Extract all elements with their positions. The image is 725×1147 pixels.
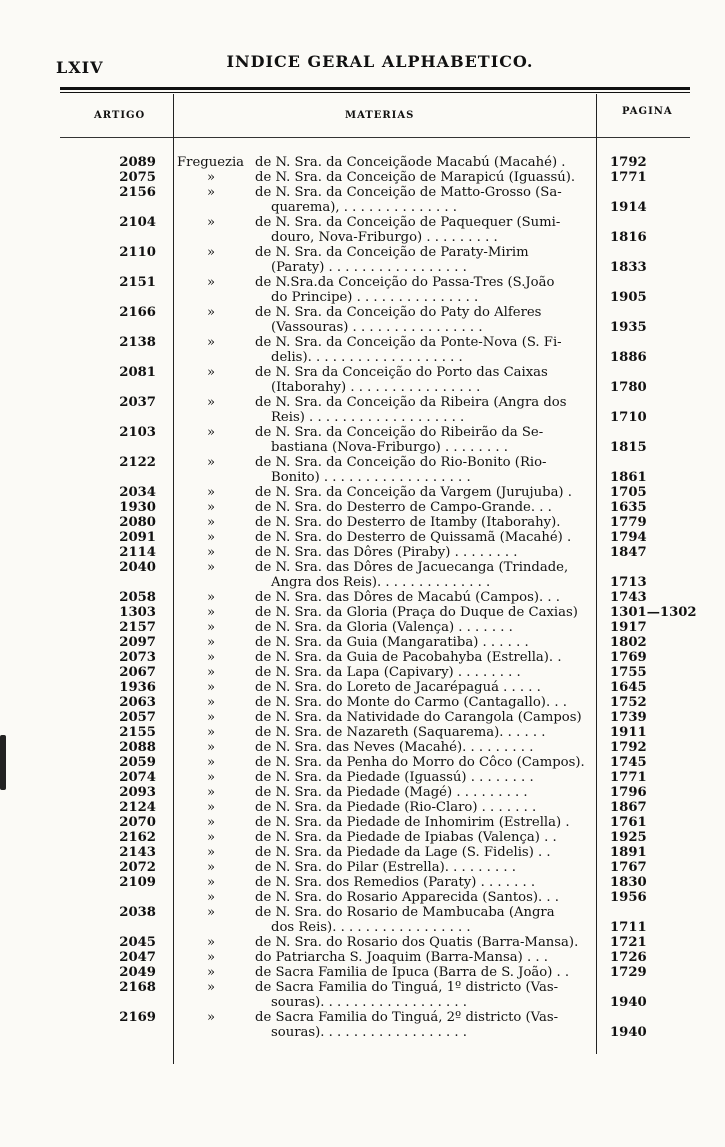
entry-subject-continuation: dos Reis). . . . . . . . . . . . . . . . . [271, 920, 471, 935]
ditto-mark: » [206, 845, 216, 860]
ditto-mark: » [206, 335, 216, 350]
running-title: INDICE GERAL ALPHABETICO. [226, 52, 534, 71]
index-entry [0, 890, 725, 905]
entry-article-number: 2075 [119, 170, 156, 185]
entry-article-number: 2089 [119, 155, 156, 170]
entry-article-number: 2081 [119, 365, 156, 380]
ditto-mark: » [206, 875, 216, 890]
entry-subject: de N. Sra. do Pilar (Estrella). . . . . . . . . [255, 860, 516, 875]
index-entry [0, 635, 725, 650]
ditto-mark: » [206, 635, 216, 650]
ditto-mark: » [206, 245, 216, 260]
index-entry [0, 770, 725, 785]
entry-article-number: 2151 [119, 275, 156, 290]
ditto-mark: » [206, 605, 216, 620]
entry-article-number: 2070 [119, 815, 156, 830]
ditto-mark: » [206, 365, 216, 380]
entry-subject: de N. Sra. do Desterro de Quissamã (Macahé) . [255, 530, 572, 545]
ditto-mark: » [206, 710, 216, 725]
entry-article-number: 2059 [119, 755, 156, 770]
index-entry [0, 830, 725, 845]
index-entry [0, 335, 725, 365]
index-entry [0, 755, 725, 770]
index-entry [0, 815, 725, 830]
entry-subject: de Sacra Familia do Tinguá, 2º districto (Vas- [255, 1010, 559, 1025]
ditto-mark: » [206, 905, 216, 920]
entry-subject-continuation: quarema), . . . . . . . . . . . . . . [271, 200, 457, 215]
ditto-mark: » [206, 890, 216, 905]
binding-mark [0, 735, 6, 790]
ditto-mark: » [206, 755, 216, 770]
entry-page: 1635 [610, 500, 647, 515]
entry-article-number: 2103 [119, 425, 156, 440]
ditto-mark: » [206, 545, 216, 560]
entry-article-number: 2045 [119, 935, 156, 950]
entry-page: 1891 [610, 845, 647, 860]
entry-page: 1861 [610, 470, 647, 485]
index-entry [0, 365, 725, 395]
entry-subject: de N. Sra. da Lapa (Capivary) . . . . . . . . [255, 665, 521, 680]
page-number: LXIV [56, 58, 104, 77]
index-entry [0, 695, 725, 710]
index-entry [0, 950, 725, 965]
top-rule-thin [60, 92, 690, 93]
entry-subject-continuation: douro, Nova-Friburgo) . . . . . . . . . [271, 230, 498, 245]
entry-page: 1956 [610, 890, 647, 905]
ditto-mark: » [206, 530, 216, 545]
index-entry [0, 650, 725, 665]
entry-page: 1833 [610, 260, 647, 275]
entry-page: 1739 [610, 710, 647, 725]
entry-subject: de N. Sra. da Piedade da Lage (S. Fidelis) . . [255, 845, 551, 860]
ditto-mark: » [206, 935, 216, 950]
entry-article-number: 2073 [119, 650, 156, 665]
index-entry [0, 800, 725, 815]
entry-page: 1886 [610, 350, 647, 365]
entry-subject: de N. Sra. do Monte do Carmo (Cantagallo). . . [255, 695, 567, 710]
entry-page: 1771 [610, 770, 647, 785]
entry-page: 1711 [610, 920, 647, 935]
entry-subject: de N. Sra. da Conceição de Marapicú (Iguassú). [255, 170, 576, 185]
entry-subject: de N. Sra. das Dôres de Macabú (Campos). . . [255, 590, 560, 605]
entry-subject: de N. Sra. da Piedade de Inhomirim (Estrella) . [255, 815, 570, 830]
entry-subject: de N. Sra. da Conceição do Ribeirão da Se- [255, 425, 544, 440]
entry-page: 1792 [610, 155, 647, 170]
index-entry [0, 1010, 725, 1040]
entry-page: 1301—1302 [610, 605, 697, 620]
ditto-mark: » [206, 725, 216, 740]
entry-subject: de N. Sra. da Conceição do Paty do Alferes [255, 305, 542, 320]
entry-page: 1940 [610, 995, 647, 1010]
entry-lead-word: Freguezia [177, 155, 245, 170]
entry-subject: de N. Sra. da Piedade (Rio-Claro) . . . . . . . [255, 800, 537, 815]
index-entry [0, 680, 725, 695]
entry-subject: de N. Sra. da Piedade de Ipiabas (Valença) . . [255, 830, 557, 845]
ditto-mark: » [206, 275, 216, 290]
entry-article-number: 2037 [119, 395, 156, 410]
ditto-mark: » [206, 485, 216, 500]
entry-subject: de N. Sra. das Dôres (Piraby) . . . . . . . . [255, 545, 518, 560]
index-entry [0, 500, 725, 515]
entry-article-number: 2155 [119, 725, 156, 740]
entry-article-number: 2168 [119, 980, 156, 995]
entry-subject: de N. Sra. da Conceição da Vargem (Jurujuba) . [255, 485, 572, 500]
entry-subject-continuation: do Principe) . . . . . . . . . . . . . . . [271, 290, 479, 305]
index-entry [0, 515, 725, 530]
entry-article-number: 1930 [119, 500, 156, 515]
entry-subject: de N. Sra. do Rosario dos Quatis (Barra-Mansa). [255, 935, 579, 950]
ditto-mark: » [206, 800, 216, 815]
entry-subject: de N. Sra. do Desterro de Itamby (Itaborahy). [255, 515, 561, 530]
ditto-mark: » [206, 1010, 216, 1025]
ditto-mark: » [206, 305, 216, 320]
entry-subject-continuation: bastiana (Nova-Friburgo) . . . . . . . . [271, 440, 508, 455]
ditto-mark: » [206, 860, 216, 875]
entry-subject: de N. Sra. do Loreto de Jacarépaguá . . . . . [255, 680, 541, 695]
entry-article-number: 2104 [119, 215, 156, 230]
entry-subject: de N. Sra. da Piedade (Magé) . . . . . . . . . [255, 785, 528, 800]
entry-page: 1792 [610, 740, 647, 755]
entry-subject-continuation: Bonito) . . . . . . . . . . . . . . . . . . [271, 470, 471, 485]
entry-page: 1726 [610, 950, 647, 965]
entry-subject: de N. Sra. do Rosario Apparecida (Santos). . . [255, 890, 559, 905]
entry-subject: de N. Sra. da Gloria (Praça do Duque de Caxias) [255, 605, 578, 620]
entry-article-number: 2058 [119, 590, 156, 605]
entry-article-number: 2156 [119, 185, 156, 200]
index-entry [0, 275, 725, 305]
column-header-materias: MATERIAS [345, 110, 415, 121]
entry-article-number: 2114 [119, 545, 156, 560]
entry-page: 1767 [610, 860, 647, 875]
entry-subject: de N. Sra. da Gloria (Valença) . . . . . . . [255, 620, 513, 635]
entry-page: 1796 [610, 785, 647, 800]
entry-page: 1940 [610, 1025, 647, 1040]
entry-subject-continuation: Angra dos Reis). . . . . . . . . . . . . . [271, 575, 491, 590]
entry-article-number: 2063 [119, 695, 156, 710]
entry-page: 1815 [610, 440, 647, 455]
index-entry [0, 875, 725, 890]
ditto-mark: » [206, 515, 216, 530]
ditto-mark: » [206, 620, 216, 635]
entry-subject-continuation: delis). . . . . . . . . . . . . . . . . . . [271, 350, 463, 365]
ditto-mark: » [206, 590, 216, 605]
entry-subject: de N. Sra. das Dôres de Jacuecanga (Trindade, [255, 560, 569, 575]
ditto-mark: » [206, 680, 216, 695]
ditto-mark: » [206, 740, 216, 755]
entry-page: 1645 [610, 680, 647, 695]
entry-page: 1705 [610, 485, 647, 500]
index-entry [0, 545, 725, 560]
entry-subject-continuation: (Itaborahy) . . . . . . . . . . . . . . . . [271, 380, 481, 395]
entry-subject-continuation: (Vassouras) . . . . . . . . . . . . . . . . [271, 320, 483, 335]
ditto-mark: » [206, 830, 216, 845]
ditto-mark: » [206, 980, 216, 995]
ditto-mark: » [206, 815, 216, 830]
entry-article-number: 2034 [119, 485, 156, 500]
entry-page: 1752 [610, 695, 647, 710]
index-entry [0, 485, 725, 500]
index-entry [0, 305, 725, 335]
index-entry [0, 860, 725, 875]
ditto-mark: » [206, 695, 216, 710]
entry-page: 1802 [610, 635, 647, 650]
entry-page: 1830 [610, 875, 647, 890]
entry-page: 1771 [610, 170, 647, 185]
ditto-mark: » [206, 395, 216, 410]
ditto-mark: » [206, 950, 216, 965]
entry-subject: de N. Sra. das Neves (Macahé). . . . . . . . . [255, 740, 534, 755]
entry-article-number: 2038 [119, 905, 156, 920]
entry-page: 1847 [610, 545, 647, 560]
top-rule [60, 87, 690, 90]
entry-subject: de N. Sra. da Penha do Morro do Côco (Campos). [255, 755, 585, 770]
ditto-mark: » [206, 500, 216, 515]
entry-page: 1769 [610, 650, 647, 665]
column-header-artigo: ARTIGO [94, 110, 146, 121]
entry-page: 1713 [610, 575, 647, 590]
index-entry [0, 560, 725, 590]
entry-page: 1925 [610, 830, 647, 845]
ditto-mark: » [206, 665, 216, 680]
index-entry [0, 215, 725, 245]
ditto-mark: » [206, 455, 216, 470]
entry-page: 1755 [610, 665, 647, 680]
entry-subject: de N. Sra. de Nazareth (Saquarema). . . . . . [255, 725, 546, 740]
index-entry [0, 590, 725, 605]
index-entry [0, 980, 725, 1010]
entry-article-number: 2169 [119, 1010, 156, 1025]
column-header-pagina: PAGINA [622, 106, 673, 117]
entry-article-number: 2072 [119, 860, 156, 875]
ditto-mark: » [206, 770, 216, 785]
index-entry [0, 665, 725, 680]
index-entry [0, 965, 725, 980]
entry-subject: de N. Sra. da Natividade do Carangola (Campos) [255, 710, 582, 725]
ditto-mark: » [206, 560, 216, 575]
index-entry [0, 395, 725, 425]
index-entry [0, 620, 725, 635]
index-entry [0, 185, 725, 215]
entry-subject: de N. Sra. dos Remedios (Paraty) . . . . . . . [255, 875, 536, 890]
entry-page: 1917 [610, 620, 647, 635]
entry-page: 1914 [610, 200, 647, 215]
entry-page: 1743 [610, 590, 647, 605]
entry-page: 1779 [610, 515, 647, 530]
entry-subject: de Sacra Familia do Tinguá, 1º districto (Vas- [255, 980, 559, 995]
entry-subject: de N. Sra. da Conceição de Matto-Grosso (Sa- [255, 185, 562, 200]
index-entry [0, 455, 725, 485]
index-entry [0, 170, 725, 185]
entry-page: 1911 [610, 725, 647, 740]
index-entry [0, 905, 725, 935]
entry-subject: de N. Sra. da Piedade (Iguassú) . . . . . . . . [255, 770, 534, 785]
index-entry [0, 935, 725, 950]
ditto-mark: » [206, 785, 216, 800]
ditto-mark: » [206, 215, 216, 230]
index-entry [0, 785, 725, 800]
entry-article-number: 2040 [119, 560, 156, 575]
entry-article-number: 2166 [119, 305, 156, 320]
index-entry [0, 425, 725, 455]
entry-subject: de N.Sra.da Conceição do Passa-Tres (S.João [255, 275, 555, 290]
entry-subject: de N. Sra. do Rosario de Mambucaba (Angra [255, 905, 555, 920]
entry-subject: de N. Sra da Conceição do Porto das Caixas [255, 365, 548, 380]
index-entry [0, 155, 725, 170]
entry-page: 1905 [610, 290, 647, 305]
entry-article-number: 2091 [119, 530, 156, 545]
entry-page: 1794 [610, 530, 647, 545]
entry-article-number: 2138 [119, 335, 156, 350]
entry-page: 1721 [610, 935, 647, 950]
entry-page: 1935 [610, 320, 647, 335]
ditto-mark: » [206, 965, 216, 980]
entry-article-number: 2093 [119, 785, 156, 800]
index-entry [0, 710, 725, 725]
entry-article-number: 2157 [119, 620, 156, 635]
entry-page: 1761 [610, 815, 647, 830]
entry-article-number: 2110 [119, 245, 156, 260]
entry-article-number: 2049 [119, 965, 156, 980]
entry-article-number: 2143 [119, 845, 156, 860]
entry-page: 1729 [610, 965, 647, 980]
entry-article-number: 2074 [119, 770, 156, 785]
entry-article-number: 2097 [119, 635, 156, 650]
index-entry [0, 605, 725, 620]
entry-page: 1710 [610, 410, 647, 425]
entry-subject: de N. Sra. da Conceição da Ponte-Nova (S. Fi- [255, 335, 562, 350]
entry-subject: do Patriarcha S. Joaquim (Barra-Mansa) . . . [255, 950, 548, 965]
entry-page: 1745 [610, 755, 647, 770]
index-entry [0, 725, 725, 740]
entry-article-number: 2124 [119, 800, 156, 815]
entry-article-number: 1936 [119, 680, 156, 695]
entry-subject: de N. Sra. da Conceição da Ribeira (Angra dos [255, 395, 567, 410]
index-entries [0, 155, 725, 1040]
index-entry [0, 245, 725, 275]
entry-page: 1780 [610, 380, 647, 395]
ditto-mark: » [206, 425, 216, 440]
entry-subject: de N. Sra. do Desterro de Campo-Grande. . . [255, 500, 552, 515]
entry-subject: de N. Sra. da Conceição do Rio-Bonito (Rio- [255, 455, 547, 470]
entry-subject: de N. Sra. da Conceiçãode Macabú (Macahé) . [255, 155, 566, 170]
entry-article-number: 1303 [119, 605, 156, 620]
entry-article-number: 2047 [119, 950, 156, 965]
entry-article-number: 2067 [119, 665, 156, 680]
entry-article-number: 2122 [119, 455, 156, 470]
entry-article-number: 2109 [119, 875, 156, 890]
entry-subject: de N. Sra. da Guia (Mangaratiba) . . . . . . [255, 635, 529, 650]
entry-article-number: 2088 [119, 740, 156, 755]
entry-page: 1816 [610, 230, 647, 245]
entry-subject-continuation: Reis) . . . . . . . . . . . . . . . . . . . [271, 410, 465, 425]
entry-subject-continuation: (Paraty) . . . . . . . . . . . . . . . . . [271, 260, 467, 275]
ditto-mark: » [206, 650, 216, 665]
entry-subject: de N. Sra. da Conceição de Paquequer (Sumi- [255, 215, 561, 230]
entry-subject-continuation: souras). . . . . . . . . . . . . . . . . . [271, 995, 467, 1010]
index-entry [0, 845, 725, 860]
entry-subject-continuation: souras). . . . . . . . . . . . . . . . . . [271, 1025, 467, 1040]
entry-subject: de Sacra Familia de Ipuca (Barra de S. João) . . [255, 965, 570, 980]
index-entry [0, 530, 725, 545]
entry-page: 1867 [610, 800, 647, 815]
ditto-mark: » [206, 185, 216, 200]
entry-article-number: 2080 [119, 515, 156, 530]
entry-article-number: 2057 [119, 710, 156, 725]
ditto-mark: » [206, 170, 216, 185]
entry-article-number: 2162 [119, 830, 156, 845]
index-entry [0, 740, 725, 755]
entry-subject: de N. Sra. da Conceição de Paraty-Mirim [255, 245, 529, 260]
entry-subject: de N. Sra. da Guia de Pacobahyba (Estrella). . [255, 650, 562, 665]
